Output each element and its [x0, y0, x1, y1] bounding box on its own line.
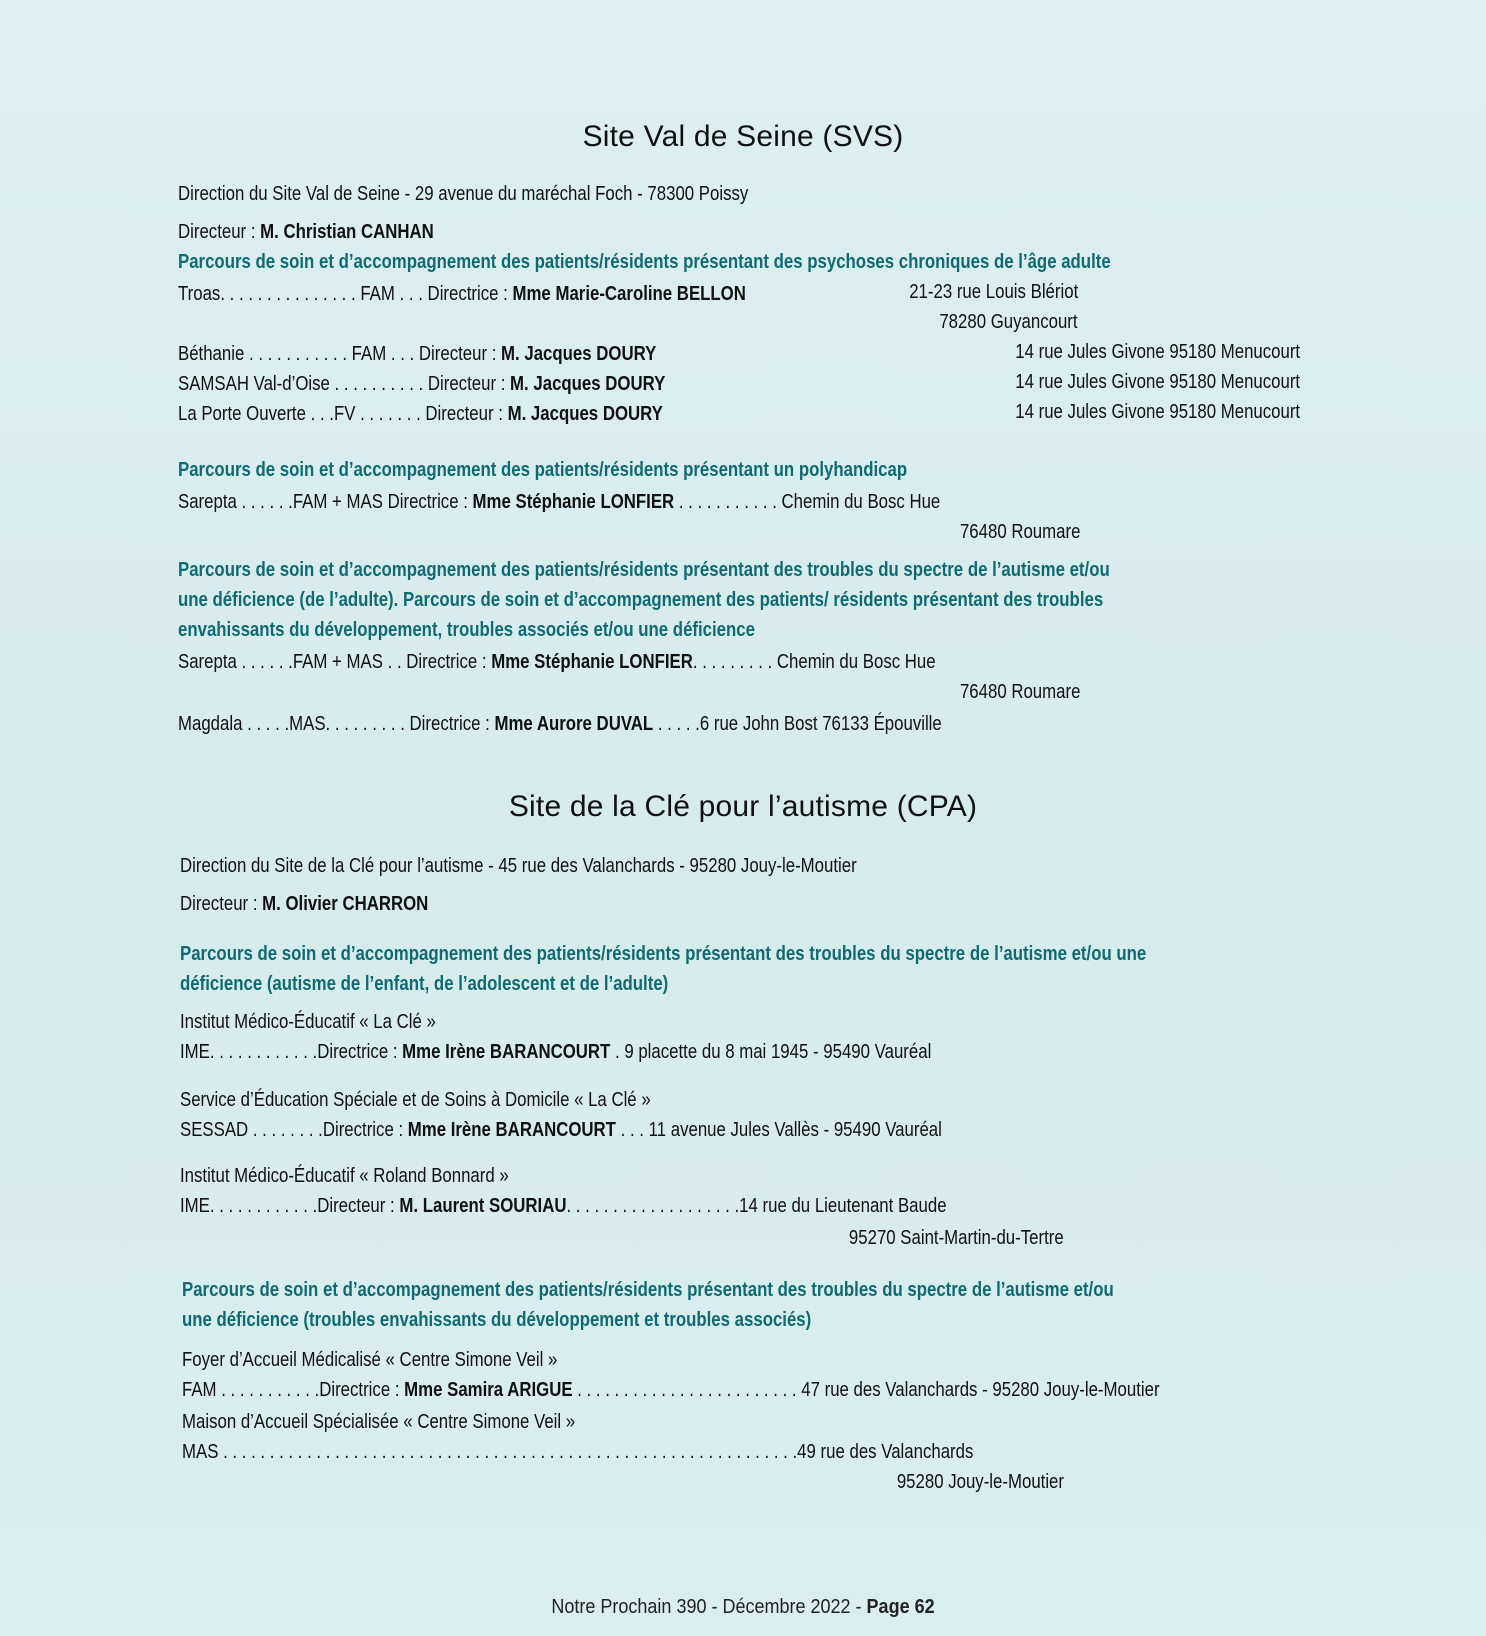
svs-magdala-name: Mme Aurore DUVAL: [494, 713, 654, 735]
svs-sarepta1-addr2: 76480 Roumare: [959, 521, 1080, 543]
svs-director: [178, 220, 434, 244]
cpa-ime2-heading: Institut Médico-Éducatif « Roland Bonnard »: [180, 1165, 509, 1187]
cpa-ime1-prefix: IME. . . . . . . . . . . .Directrice :: [180, 1041, 403, 1063]
svs-sarepta2-addr2: 76480 Roumare: [959, 681, 1080, 703]
svs-troas-addr2: 78280 Guyancourt: [939, 311, 1078, 333]
page-number: Page 62: [866, 1596, 935, 1618]
cpa-mas-heading: Maison d’Accueil Spécialisée « Centre Simone Veil »: [182, 1411, 576, 1433]
page-footer: [74, 1596, 1411, 1619]
svs-bethanie-row: [178, 342, 656, 366]
svs-group3-title-l1: Parcours de soin et d’accompagnement des patients/résidents présentant des troubles du spectre de l’autisme et/ou: [178, 559, 1110, 581]
cpa-sessad-name: Mme Irène BARANCOURT: [407, 1119, 616, 1141]
cpa-fam-addr: . . . . . . . . . . . . . . . . . . . . . . . . 47 rue des Valanchards - 95280 Jouy-le-Moutier: [572, 1379, 1160, 1401]
cpa-director: [180, 892, 428, 916]
svs-samsah-row: [178, 372, 665, 396]
svs-porte-row: [178, 402, 663, 426]
cpa-ime1-heading: Institut Médico-Éducatif « La Clé »: [180, 1011, 436, 1033]
cpa-director-label: Directeur :: [180, 893, 263, 915]
cpa-fam-name: Mme Samira ARIGUE: [404, 1379, 573, 1401]
svs-troas-prefix: Troas. . . . . . . . . . . . . . . FAM . . . Directrice :: [178, 283, 513, 305]
svs-group3-title-l3: envahissants du développement, troubles associés et/ou une déficience: [178, 619, 755, 641]
svs-director-label: Directeur :: [178, 221, 261, 243]
cpa-fam-row: [182, 1378, 1160, 1402]
footer-text: Notre Prochain 390 - Décembre 2022 -: [551, 1596, 867, 1618]
svs-sarepta2-prefix: Sarepta . . . . . .FAM + MAS . . Directrice :: [178, 651, 492, 673]
cpa-ime2-addr1: . . . . . . . . . . . . . . . . . . .14 rue du Lieutenant Baude: [566, 1195, 947, 1217]
svs-porte-name: M. Jacques DOURY: [507, 403, 663, 425]
cpa-direction: Direction du Site de la Clé pour l’autisme - 45 rue des Valanchards - 95280 Jouy-le-Moutier: [180, 855, 857, 877]
svs-bethanie-addr: 14 rue Jules Givone 95180 Menucourt: [1015, 341, 1300, 363]
cpa-group1-title-l1: Parcours de soin et d’accompagnement des patients/résidents présentant des troubles du spectre de l’autisme et/ou une: [180, 943, 1147, 965]
svs-magdala-addr: . . . . .6 rue John Bost 76133 Épouville: [653, 713, 942, 735]
svs-sarepta2-name: Mme Stéphanie LONFIER: [491, 651, 693, 673]
svs-sarepta1-row: [178, 490, 940, 514]
svs-samsah-prefix: SAMSAH Val-d’Oise . . . . . . . . . . Directeur :: [178, 373, 511, 395]
cpa-sessad-heading: Service d’Éducation Spéciale et de Soins à Domicile « La Clé »: [180, 1089, 651, 1111]
svs-samsah-name: M. Jacques DOURY: [510, 373, 666, 395]
svs-troas-row: [178, 282, 746, 306]
cpa-ime2-addr2: 95270 Saint-Martin-du-Tertre: [849, 1227, 1064, 1249]
cpa-ime2-prefix: IME. . . . . . . . . . . .Directeur :: [180, 1195, 400, 1217]
svs-group1-title: Parcours de soin et d’accompagnement des patients/résidents présentant des psychoses chroniques de l’âge adulte: [178, 251, 1111, 273]
cpa-ime1-row: [180, 1040, 931, 1064]
svs-sarepta2-row: [178, 650, 936, 674]
svs-bethanie-prefix: Béthanie . . . . . . . . . . . FAM . . . Directeur :: [178, 343, 502, 365]
cpa-director-name: M. Olivier CHARRON: [262, 893, 429, 915]
section-title-svs: Site Val de Seine (SVS): [582, 120, 904, 153]
cpa-ime2-row: [180, 1194, 947, 1218]
svs-samsah-addr: 14 rue Jules Givone 95180 Menucourt: [1015, 371, 1300, 393]
cpa-mas-row: MAS . . . . . . . . . . . . . . . . . . . . . . . . . . . . . . . . . . . . . . . . . . . . . . . . . . . . . . . . . . . . . .49 rue des Valanchards: [182, 1441, 974, 1463]
svs-direction: Direction du Site Val de Seine - 29 avenue du maréchal Foch - 78300 Poissy: [178, 183, 749, 205]
cpa-ime1-addr: . 9 placette du 8 mai 1945 - 95490 Vauréal: [610, 1041, 932, 1063]
cpa-sessad-addr: . . . 11 avenue Jules Vallès - 95490 Vauréal: [615, 1119, 942, 1141]
svs-director-name: M. Christian CANHAN: [260, 221, 434, 243]
cpa-ime2-name: M. Laurent SOURIAU: [399, 1195, 567, 1217]
svs-sarepta1-prefix: Sarepta . . . . . .FAM + MAS Directrice :: [178, 491, 473, 513]
svs-sarepta1-name: Mme Stéphanie LONFIER: [472, 491, 675, 513]
section-title-cpa: Site de la Clé pour l’autisme (CPA): [508, 790, 978, 823]
svs-group2-title: Parcours de soin et d’accompagnement des patients/résidents présentant un polyhandicap: [178, 459, 908, 481]
svs-bethanie-name: M. Jacques DOURY: [501, 343, 657, 365]
cpa-fam-prefix: FAM . . . . . . . . . . .Directrice :: [182, 1379, 405, 1401]
cpa-group1-title-l2: déficience (autisme de l’enfant, de l’adolescent et de l’adulte): [180, 973, 669, 995]
svs-magdala-prefix: Magdala . . . . .MAS. . . . . . . . . Directrice :: [178, 713, 495, 735]
cpa-sessad-row: [180, 1118, 942, 1142]
cpa-sessad-prefix: SESSAD . . . . . . . .Directrice :: [180, 1119, 408, 1141]
cpa-group2-title-l1: Parcours de soin et d’accompagnement des patients/résidents présentant des troubles du spectre de l’autisme et/ou: [182, 1279, 1114, 1301]
svs-porte-addr: 14 rue Jules Givone 95180 Menucourt: [1015, 401, 1300, 423]
svs-sarepta2-addr1: . . . . . . . . . Chemin du Bosc Hue: [692, 651, 936, 673]
svs-sarepta1-addr1: . . . . . . . . . . . Chemin du Bosc Hue: [674, 491, 941, 513]
svs-troas-addr1: 21-23 rue Louis Blériot: [908, 281, 1078, 303]
cpa-group2-title-l2: une déficience (troubles envahissants du développement et troubles associés): [182, 1309, 812, 1331]
svs-magdala-row: [178, 712, 942, 736]
svs-troas-name: Mme Marie-Caroline BELLON: [512, 283, 746, 305]
svs-porte-prefix: La Porte Ouverte . . .FV . . . . . . . Directeur :: [178, 403, 508, 425]
cpa-ime1-name: Mme Irène BARANCOURT: [402, 1041, 611, 1063]
cpa-mas-addr2: 95280 Jouy-le-Moutier: [896, 1471, 1064, 1493]
svs-group3-title-l2: une déficience (de l’adulte). Parcours de soin et d’accompagnement des patients/ résidents présentant des troubles: [178, 589, 1104, 611]
cpa-fam-heading: Foyer d’Accueil Médicalisé « Centre Simone Veil »: [182, 1349, 558, 1371]
